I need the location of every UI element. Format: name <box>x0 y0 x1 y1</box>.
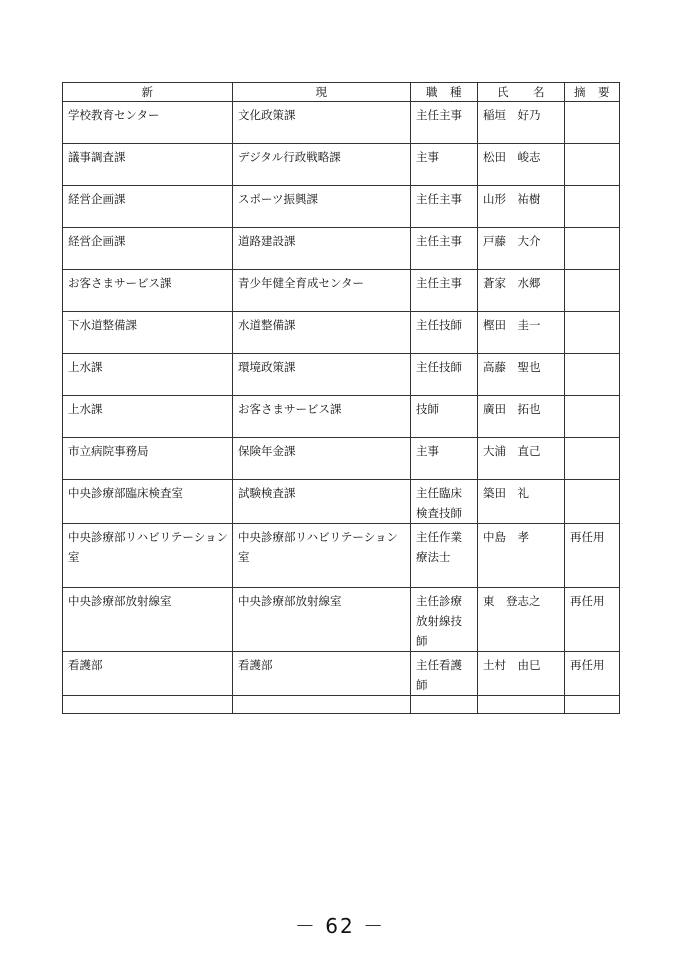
cell-position: 主事 <box>411 438 478 480</box>
table-row <box>63 270 620 312</box>
cell-current: 中央診療部放射線室 <box>233 588 411 652</box>
cell-name: 稲垣 好乃 <box>478 102 565 144</box>
cell-new: 市立病院事務局 <box>63 438 233 480</box>
cell-new: 中央診療部リハビリテーション室 <box>63 524 233 588</box>
cell-remarks <box>565 438 620 480</box>
cell-remarks <box>565 354 620 396</box>
cell-position: 技師 <box>411 396 478 438</box>
cell-new: 議事調査課 <box>63 144 233 186</box>
cell-remarks: 再任用 <box>565 588 620 652</box>
cell-new: 中央診療部臨床検査室 <box>63 480 233 524</box>
header-new: 新 <box>63 83 233 102</box>
cell-position: 主事 <box>411 144 478 186</box>
cell-name: 土村 由巳 <box>478 652 565 696</box>
cell-position: 主任主事 <box>411 270 478 312</box>
cell-position: 主任技師 <box>411 312 478 354</box>
cell-current: デジタル行政戦略課 <box>233 144 411 186</box>
cell-remarks <box>565 270 620 312</box>
cell-remarks <box>565 102 620 144</box>
cell-name: 樫田 圭一 <box>478 312 565 354</box>
cell-remarks <box>565 228 620 270</box>
header-current: 現 <box>233 83 411 102</box>
cell-position: 主任診療放射線技師 <box>411 588 478 652</box>
header-position: 職 種 <box>411 83 478 102</box>
table-header-row <box>63 83 620 102</box>
cell-remarks: 再任用 <box>565 652 620 696</box>
cell-remarks <box>565 312 620 354</box>
cell-name: 蒼家 水郷 <box>478 270 565 312</box>
cell-current: 文化政策課 <box>233 102 411 144</box>
table-row <box>63 652 620 696</box>
cell-position: 主任看護師 <box>411 652 478 696</box>
cell-empty <box>63 696 233 714</box>
cell-current: 環境政策課 <box>233 354 411 396</box>
cell-new: 経営企画課 <box>63 228 233 270</box>
cell-new: 中央診療部放射線室 <box>63 588 233 652</box>
cell-current: 青少年健全育成センター <box>233 270 411 312</box>
cell-name: 廣田 拓也 <box>478 396 565 438</box>
cell-new: 学校教育センター <box>63 102 233 144</box>
cell-position: 主任主事 <box>411 228 478 270</box>
cell-position: 主任技師 <box>411 354 478 396</box>
cell-remarks <box>565 186 620 228</box>
cell-remarks <box>565 396 620 438</box>
cell-empty <box>411 696 478 714</box>
table-row <box>63 102 620 144</box>
table-row-empty <box>63 696 620 714</box>
cell-empty <box>478 696 565 714</box>
cell-new: 経営企画課 <box>63 186 233 228</box>
cell-name: 中島 孝 <box>478 524 565 588</box>
cell-current: 中央診療部リハビリテーション室 <box>233 524 411 588</box>
cell-current: 試験検査課 <box>233 480 411 524</box>
cell-empty <box>233 696 411 714</box>
cell-current: 道路建設課 <box>233 228 411 270</box>
header-remarks: 摘 要 <box>565 83 620 102</box>
table-row <box>63 144 620 186</box>
table-row <box>63 396 620 438</box>
cell-position: 主任主事 <box>411 186 478 228</box>
cell-current: 水道整備課 <box>233 312 411 354</box>
cell-remarks <box>565 144 620 186</box>
cell-name: 松田 峻志 <box>478 144 565 186</box>
cell-position: 主任作業療法士 <box>411 524 478 588</box>
personnel-table <box>62 82 620 714</box>
table-row <box>63 480 620 524</box>
cell-remarks: 再任用 <box>565 524 620 588</box>
header-name: 氏 名 <box>478 83 565 102</box>
cell-new: 下水道整備課 <box>63 312 233 354</box>
cell-new: 看護部 <box>63 652 233 696</box>
cell-name: 戸藤 大介 <box>478 228 565 270</box>
cell-name: 高藤 聖也 <box>478 354 565 396</box>
cell-new: お客さまサービス課 <box>63 270 233 312</box>
cell-name: 東 登志之 <box>478 588 565 652</box>
cell-empty <box>565 696 620 714</box>
cell-position: 主任臨床検査技師 <box>411 480 478 524</box>
cell-current: スポーツ振興課 <box>233 186 411 228</box>
table-row <box>63 524 620 588</box>
cell-current: 看護部 <box>233 652 411 696</box>
cell-remarks <box>565 480 620 524</box>
cell-current: お客さまサービス課 <box>233 396 411 438</box>
cell-new: 上水課 <box>63 354 233 396</box>
cell-position: 主任主事 <box>411 102 478 144</box>
cell-name: 築田 礼 <box>478 480 565 524</box>
cell-current: 保険年金課 <box>233 438 411 480</box>
table-row <box>63 588 620 652</box>
cell-name: 大浦 直己 <box>478 438 565 480</box>
table-row <box>63 438 620 480</box>
page-number: － 62 － <box>294 914 386 938</box>
table-row <box>63 354 620 396</box>
table-row <box>63 186 620 228</box>
table-row <box>63 228 620 270</box>
cell-name: 山形 祐樹 <box>478 186 565 228</box>
cell-new: 上水課 <box>63 396 233 438</box>
table-row <box>63 312 620 354</box>
